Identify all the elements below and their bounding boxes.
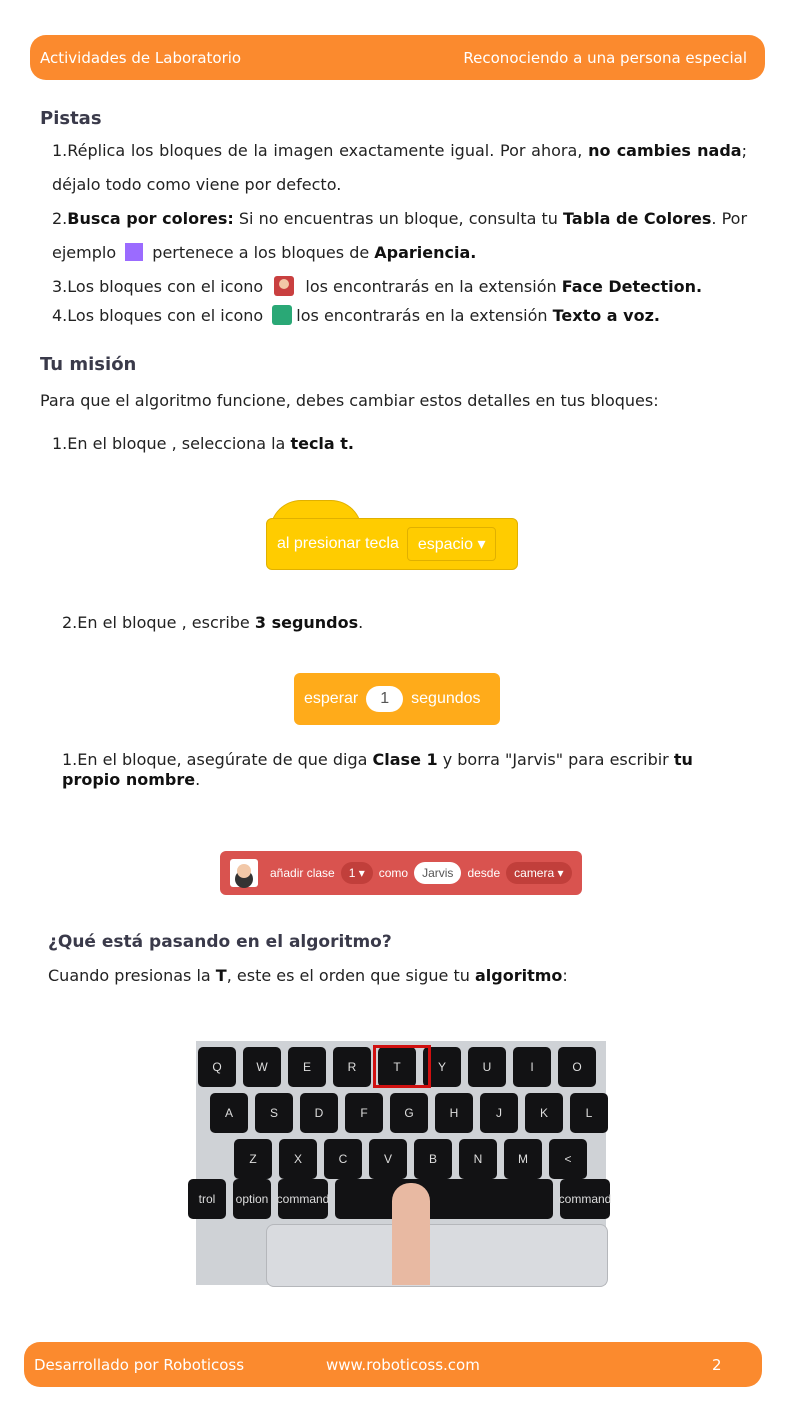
key-x: X [279,1139,317,1179]
key-w: W [243,1047,281,1087]
pista-2: 2.Busca por colores: Si no encuentras un bloque, consulta tu Tabla de Colores. Por ejemplo pertenece a los bloques de Apariencia. [52,209,748,262]
key-space [335,1179,553,1219]
key-d: D [300,1093,338,1133]
add-class-label: añadir clase [270,866,335,880]
key-z: Z [234,1139,272,1179]
key-r: R [333,1047,371,1087]
key-c: C [324,1139,362,1179]
key-b: B [414,1139,452,1179]
pista-1: 1.Réplica los bloques de la imagen exactamente igual. Por ahora, no cambies nada; déjalo todo como viene por defecto. [52,141,747,194]
key-a: A [210,1093,248,1133]
when-key-pressed-block[interactable] [266,518,518,570]
key-q: Q [198,1047,236,1087]
mision-title: Tu misión [40,354,137,375]
mision-intro: Para que el algoritmo funcione, debes cambiar estos detalles en tus bloques: [40,391,659,410]
footer-website[interactable]: www.roboticoss.com [326,1355,480,1374]
algoritmo-title: ¿Qué está pasando en el algoritmo? [48,932,392,952]
algoritmo-text: Cuando presionas la T, este es el orden que sigue tu algoritmo: [48,966,568,985]
key-control: trol [188,1179,226,1219]
header-right: Reconociendo a una persona especial [463,48,747,67]
key-l: L [570,1093,608,1133]
key-<: < [549,1139,587,1179]
add-class-block[interactable] [220,851,582,895]
key-g: G [390,1093,428,1133]
key-f: F [345,1093,383,1133]
trackpad [266,1224,608,1287]
mision-step-1: 1.En el bloque , selecciona la tecla t. [52,434,354,453]
keyboard-row-2 [210,1093,608,1133]
key-j: J [480,1093,518,1133]
page-footer [24,1342,762,1387]
footer-developer: Desarrollado por Roboticoss [34,1355,245,1374]
name-input[interactable]: Jarvis [414,862,461,884]
key-y: Y [423,1047,461,1087]
source-dropdown[interactable]: camera ▾ [506,862,571,884]
from-label: desde [467,866,501,880]
key-t: T [378,1047,416,1087]
key-dropdown[interactable]: espacio ▾ [407,527,497,561]
face-detection-icon [230,859,258,887]
apariencia-color-swatch [125,243,143,261]
key-e: E [288,1047,326,1087]
keyboard-row-3 [234,1139,587,1179]
key-m: M [504,1139,542,1179]
text-to-speech-icon [272,305,292,325]
key-s: S [255,1093,293,1133]
key-u: U [468,1047,506,1087]
page-header [30,35,765,80]
t-key-highlight [373,1045,431,1088]
seconds-label: segundos [411,690,481,707]
hat-block-label: al presionar tecla [277,535,399,552]
key-i: I [513,1047,551,1087]
page-number: 2 [712,1355,722,1374]
wait-label: esperar [304,690,359,707]
pista-4: 4.Los bloques con el icono los encontrarás en la extensión Texto a voz. [52,306,660,325]
header-left: Actividades de Laboratorio [40,48,242,67]
key-h: H [435,1093,473,1133]
key-k: K [525,1093,563,1133]
keyboard-photo [196,1041,612,1285]
as-label: como [378,866,409,880]
pista-3: 3.Los bloques con el icono los encontrarás en la extensión Face Detection. [52,277,703,296]
wait-seconds-block[interactable] [294,673,500,725]
pistas-title: Pistas [40,108,102,129]
key-o: O [558,1047,596,1087]
finger [392,1183,430,1285]
seconds-input[interactable]: 1 [366,686,403,712]
key-command-right: command [560,1179,610,1219]
key-option: option [233,1179,271,1219]
key-command-left: command [278,1179,328,1219]
face-detection-icon [274,276,294,296]
key-v: V [369,1139,407,1179]
mision-step-2: 2.En el bloque , escribe 3 segundos. [62,613,364,632]
mision-step-3: 1.En el bloque, asegúrate de que diga Clase 1 y borra "Jarvis" para escribir tu propio nombre. [62,750,693,789]
key-n: N [459,1139,497,1179]
class-dropdown[interactable]: 1 ▾ [341,862,373,884]
